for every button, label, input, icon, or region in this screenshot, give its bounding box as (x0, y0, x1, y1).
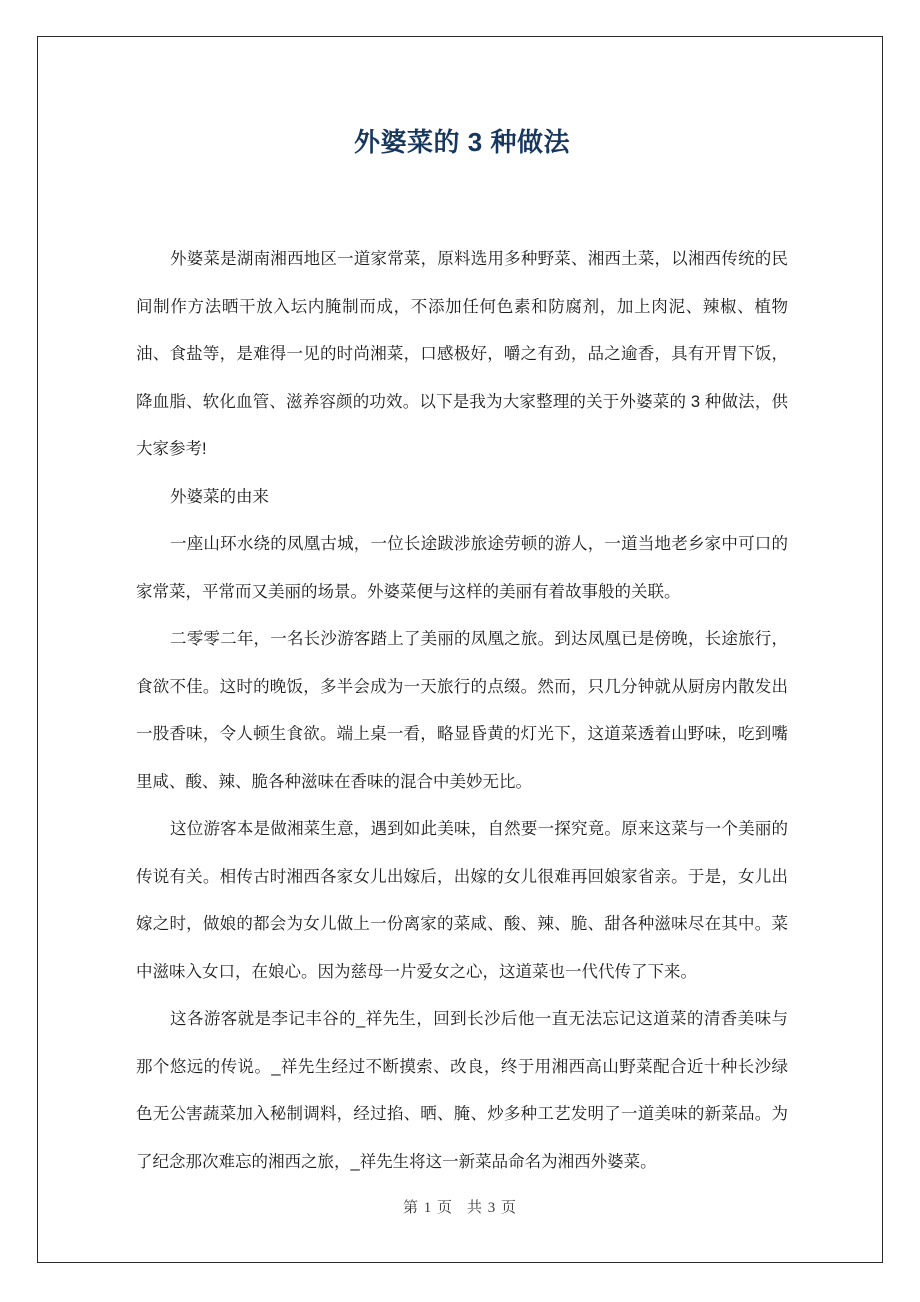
paragraph-intro: 外婆菜是湖南湘西地区一道家常菜，原料选用多种野菜、湘西土菜，以湘西传统的民间制作方法晒干放入坛内腌制而成，不添加任何色素和防腐剂，加上肉泥、辣椒、植物油、食盐等，是难得一见的时尚湘菜，口感极好，嚼之有劲，品之逾香，具有开胃下饭，降血脂、软化血管、滋养容颜的功效。以下是我为大家整理的关于外婆菜的 3 种做法，供大家参考! (136, 250, 788, 459)
paragraph-heading-origin: 外婆菜的由来 (170, 487, 269, 506)
footer-current-page: 第 1 页 (402, 1200, 453, 1216)
document-body (136, 236, 788, 1186)
footer-total-pages: 共 3 页 (467, 1200, 518, 1216)
page-footer (37, 1196, 883, 1217)
paragraph-legend: 这位游客本是做湘菜生意，遇到如此美味，自然要一探究竟。原来这菜与一个美丽的传说有关。相传古时湘西各家女儿出嫁后，出嫁的女儿很难再回娘家省亲。于是，女儿出嫁之时，做娘的都会为女儿做上一份离家的菜咸、酸、辣、脆、甜各种滋味尽在其中。菜中滋味入女口，在娘心。因为慈母一片爱女之心，这道菜也一代代传了下来。 (136, 820, 788, 981)
paragraph-origin-scene: 一座山环水绕的凤凰古城，一位长途跋涉旅途劳顿的游人，一道当地老乡家中可口的家常菜，平常而又美丽的场景。外婆菜便与这样的美丽有着故事般的关联。 (136, 535, 788, 601)
paragraph-mr-xiang: 这各游客就是李记丰谷的_祥先生，回到长沙后他一直无法忘记这道菜的清香美味与那个悠远的传说。_祥先生经过不断摸索、改良，终于用湘西高山野菜配合近十种长沙绿色无公害蔬菜加入秘制调料，经过掐、晒、腌、炒多种工艺发明了一道美味的新菜品。为了纪念那次难忘的湘西之旅，_祥先生将这一新菜品命名为湘西外婆菜。 (136, 1010, 788, 1171)
page-content (136, 36, 788, 1186)
paragraph-traveler-story: 二零零二年，一名长沙游客踏上了美丽的凤凰之旅。到达凤凰已是傍晚，长途旅行，食欲不佳。这时的晚饭，多半会成为一天旅行的点缀。然而，只几分钟就从厨房内散发出一股香味，令人顿生食欲。端上桌一看，略显昏黄的灯光下，这道菜透着山野味，吃到嘴里咸、酸、辣、脆各种滋味在香味的混合中美妙无比。 (136, 630, 788, 791)
page-title: 外婆菜的 3 种做法 (354, 127, 570, 157)
